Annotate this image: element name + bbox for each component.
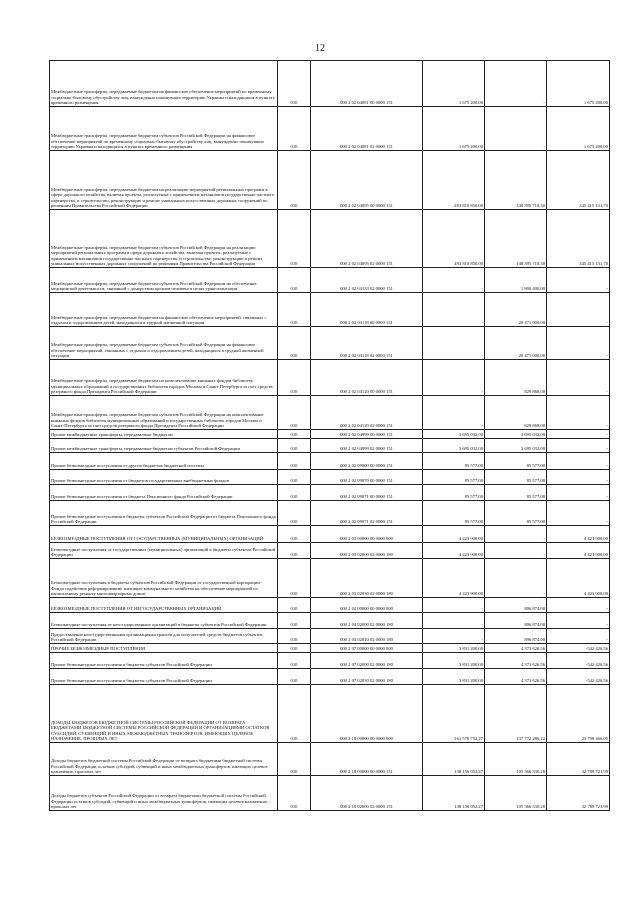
row-name <box>50 293 278 327</box>
table-row <box>50 559 610 598</box>
row-name <box>50 268 278 293</box>
row-executed-amount: 105 366 330,28 <box>485 743 547 776</box>
row-executed-amount: - <box>485 559 547 598</box>
row-code: 010 <box>278 743 311 776</box>
row-executed-amount: 20 471 000,00 <box>485 327 547 360</box>
row-name <box>50 543 278 559</box>
row-executed-amount: - <box>485 526 547 543</box>
row-approved-amount: - <box>423 360 485 396</box>
row-unexecuted-amount: 4 423 900,00 <box>547 526 610 543</box>
row-name-text: Прочие безвозмездные поступления в бюджеты субъектов Российской Федерации <box>51 662 212 668</box>
row-approved-amount: - <box>423 268 485 293</box>
row-executed-amount: 896 874,00 <box>485 598 547 613</box>
row-name-text: Межбюджетные трансферты, передаваемые бюджетам на реализацию мероприятий региональных программ в сфере дорожного хозяйства, включая проекты, реализуемые с применением механизмов государственно-частного партнерства, и строительство, реконструкцию и ремонт уникальных искусственных дорожных сооружений по решениям Правительства Российской Федерации <box>51 186 275 209</box>
row-unexecuted-amount: 345 415 131,70 <box>547 151 610 210</box>
row-kbk-code: 000 2 02 04095 00 0000 151 <box>311 151 423 210</box>
row-name <box>50 430 278 439</box>
row-name-text: Межбюджетные трансферты, передаваемые бюджетам субъектов Российской Федерации на финансовое обеспечение мероприятий по временному социально-бытовому обустройству лиц, вынужденно покинувших территорию Украины и находящихся в пунктах временного размещения <box>51 133 265 150</box>
row-code: 010 <box>278 360 311 396</box>
row-kbk-code: 000 2 04 00000 00 0000 000 <box>311 598 423 613</box>
row-kbk-code: 000 2 02 04999 00 0000 151 <box>311 430 423 439</box>
row-unexecuted-amount: 1 675 200,00 <box>547 107 610 151</box>
row-approved-amount: 4 423 900,00 <box>423 543 485 559</box>
row-name <box>50 629 278 644</box>
table-row <box>50 453 610 470</box>
row-unexecuted-amount: - <box>547 430 610 439</box>
row-code: 010 <box>278 543 311 559</box>
row-unexecuted-amount: - <box>547 613 610 629</box>
row-code: 010 <box>278 776 311 811</box>
row-approved-amount: - <box>423 598 485 613</box>
row-kbk-code: 000 2 02 04120 00 0000 151 <box>311 360 423 396</box>
row-approved-amount: 3 695 032,00 <box>423 430 485 439</box>
row-kbk-code: 000 2 07 00000 00 0000 000 <box>311 644 423 653</box>
table-row <box>50 613 610 629</box>
table-row <box>50 439 610 453</box>
row-code: 010 <box>278 439 311 453</box>
row-name <box>50 685 278 743</box>
row-name-text: Прочие безвозмездные поступления от других бюджетов бюджетной системы <box>51 463 204 469</box>
row-name-text: ПРОЧИЕ БЕЗВОЗМЕЗДНЫЕ ПОСТУПЛЕНИЯ <box>51 646 146 652</box>
table-row <box>50 396 610 430</box>
row-name <box>50 360 278 396</box>
row-unexecuted-amount: - <box>547 485 610 501</box>
row-approved-amount: - <box>423 396 485 430</box>
row-kbk-code: 000 2 02 04120 02 0000 151 <box>311 396 423 430</box>
row-name-text: Межбюджетные трансферты, передаваемые бюджетам на финансовое обеспечение мероприятий по временному социально-бытовому обустройству лиц, вынужденно покинувших территорию Украины и находящихся в пунктах временного размещения <box>51 89 275 106</box>
row-executed-amount: 829 868,00 <box>485 396 547 430</box>
row-name-text: БЕЗВОЗМЕЗДНЫЕ ПОСТУПЛЕНИЯ ОТ НЕГОСУДАРСТВЕННЫХ ОРГАНИЗАЦИЙ <box>51 606 222 612</box>
row-executed-amount: - <box>485 61 547 107</box>
row-unexecuted-amount: 32 789 721,99 <box>547 776 610 811</box>
row-executed-amount: 3 695 032,00 <box>485 439 547 453</box>
row-unexecuted-amount: 1 675 200,00 <box>547 61 610 107</box>
row-kbk-code: 000 2 02 09071 02 0000 151 <box>311 501 423 526</box>
row-code: 010 <box>278 559 311 598</box>
row-unexecuted-amount: - <box>547 453 610 470</box>
table-row <box>50 293 610 327</box>
row-approved-amount: 85 577,00 <box>423 470 485 485</box>
row-name-text: ДОХОДЫ БЮДЖЕТОВ БЮДЖЕТНОЙ СИСТЕМЫ РОССИЙСКОЙ ФЕДЕРАЦИИ ОТ ВОЗВРАТА БЮДЖЕТАМИ БЮДЖЕТНОЙ СИСТЕМЫ РОССИЙСКОЙ ФЕДЕРАЦИИ И ОРГАНИЗАЦИЯМИ ОСТАТКОВ СУБСИДИЙ, СУБВЕНЦИЙ И ИНЫХ МЕЖБЮДЖЕТНЫХ ТРАНСФЕРТОВ, ИМЕЮЩИХ ЦЕЛЕВОЕ НАЗНАЧЕНИЕ, ПРОШЛЫХ ЛЕТ <box>51 719 270 742</box>
row-name-text: Доходы бюджетов субъектов Российской Федерации от возврата бюджетами бюджетной системы Российской Федерации остатков субсидий, субвенций и иных межбюджетных трансфертов, имеющих целевое назначение, прошлых лет <box>51 793 269 810</box>
row-code: 010 <box>278 268 311 293</box>
table-row <box>50 526 610 543</box>
table-row <box>50 669 610 685</box>
row-name <box>50 61 278 107</box>
row-approved-amount: - <box>423 293 485 327</box>
row-name <box>50 644 278 653</box>
row-approved-amount: 493 810 850,00 <box>423 151 485 210</box>
row-executed-amount: 4 373 626,56 <box>485 644 547 653</box>
row-approved-amount: 3 831 200,00 <box>423 644 485 653</box>
row-name <box>50 453 278 470</box>
row-executed-amount: 85 577,00 <box>485 485 547 501</box>
row-approved-amount: 85 577,00 <box>423 501 485 526</box>
row-code: 010 <box>278 598 311 613</box>
row-code: 010 <box>278 61 311 107</box>
row-kbk-code: 000 2 02 09000 00 0000 151 <box>311 453 423 470</box>
row-name <box>50 210 278 268</box>
row-executed-amount: 896 874,00 <box>485 629 547 644</box>
row-kbk-code: 000 2 02 04133 02 0000 151 <box>311 268 423 293</box>
row-unexecuted-amount: -542 426,56 <box>547 669 610 685</box>
row-name-text: Межбюджетные трансферты, передаваемые бюджетам на финансовое обеспечение мероприятий, связанных с отдыхом и оздоровлением детей, находящихся в трудной жизненной ситуации <box>51 314 267 326</box>
row-executed-amount: 3 695 032,00 <box>485 430 547 439</box>
row-approved-amount: 161 570 752,27 <box>423 685 485 743</box>
row-approved-amount: 493 810 850,00 <box>423 210 485 268</box>
row-approved-amount: 3 695 032,00 <box>423 439 485 453</box>
table-row <box>50 644 610 653</box>
table-row <box>50 598 610 613</box>
row-name <box>50 653 278 669</box>
row-approved-amount: 85 577,00 <box>423 453 485 470</box>
row-approved-amount: 3 831 200,00 <box>423 669 485 685</box>
table-row <box>50 61 610 107</box>
row-name-text: Безвозмездные поступления от государственных (муниципальных) организаций в бюджеты субъектов Российской Федерации <box>51 546 276 558</box>
row-approved-amount: - <box>423 629 485 644</box>
row-name <box>50 669 278 685</box>
row-kbk-code: 000 2 18 02000 02 0000 151 <box>311 776 423 811</box>
table-row <box>50 743 610 776</box>
row-code: 010 <box>278 629 311 644</box>
row-executed-amount: 148 395 718,30 <box>485 151 547 210</box>
row-name <box>50 776 278 811</box>
row-code: 010 <box>278 485 311 501</box>
row-name-text: Межбюджетные трансферты, передаваемые бюджетам субъектов Российской Федерации на комплектование книжных фондов библиотек муниципальных образований и государственных библиотек городов Москвы и Санкт-Петербурга за счет средств резервного фонда Президента Российской Федерации <box>51 412 264 429</box>
row-code: 010 <box>278 293 311 327</box>
row-name <box>50 613 278 629</box>
table-row <box>50 685 610 743</box>
row-unexecuted-amount: - <box>547 360 610 396</box>
row-kbk-code: 000 2 02 04095 02 0000 151 <box>311 210 423 268</box>
row-kbk-code: 000 2 02 04999 02 0000 151 <box>311 439 423 453</box>
row-code: 010 <box>278 470 311 485</box>
row-name-text: Безвозмездные поступления в бюджеты субъектов Российской Федерации от государственной корпорации - Фонда содействия реформированию жилищно-коммунального хозяйства на обеспечение мероприятий по капитальному ремонту многоквартирных домов <box>51 580 263 597</box>
row-name <box>50 501 278 526</box>
row-name-text: Безвозмездные поступления от негосударственных организаций в бюджеты субъектов Российской Федерации <box>51 622 267 628</box>
row-name <box>50 526 278 543</box>
row-executed-amount: 20 471 000,00 <box>485 293 547 327</box>
row-approved-amount: - <box>423 613 485 629</box>
row-code: 010 <box>278 526 311 543</box>
revenue-table-body <box>50 61 610 811</box>
row-approved-amount: 138 156 052,27 <box>423 776 485 811</box>
row-code: 010 <box>278 501 311 526</box>
row-name-text: Межбюджетные трансферты, передаваемые бюджетам субъектов Российской Федерации на обеспечение медицинской деятельности, связанной с донорством органов человека в целях трансплантации <box>51 280 257 292</box>
row-name-text: Предоставление негосударственными организациями грантов для получателей средств бюджетов субъектов Российской Федерации <box>51 631 263 643</box>
row-approved-amount: 4 423 900,00 <box>423 559 485 598</box>
table-row <box>50 107 610 151</box>
row-approved-amount: 138 156 052,27 <box>423 743 485 776</box>
row-executed-amount: 85 577,00 <box>485 453 547 470</box>
row-approved-amount: - <box>423 327 485 360</box>
row-name-text: Межбюджетные трансферты, передаваемые бюджетам субъектов Российской Федерации на реализацию мероприятий региональных программ в сфере дорожного хозяйства, включая проекты, реализуемые с применением механизмов государственно-частного партнерства, и строительство, реконструкцию и ремонт уникальных искусственных дорожных сооружений по решениям Правительства Российской Федерации <box>51 244 263 267</box>
row-unexecuted-amount: 4 423 900,00 <box>547 559 610 598</box>
row-code: 010 <box>278 653 311 669</box>
row-kbk-code: 000 2 18 00000 00 0000 000 <box>311 685 423 743</box>
row-kbk-code: 000 2 03 00000 00 0000 000 <box>311 526 423 543</box>
table-row <box>50 653 610 669</box>
row-name <box>50 598 278 613</box>
row-code: 010 <box>278 396 311 430</box>
row-executed-amount: 148 395 718,30 <box>485 210 547 268</box>
row-unexecuted-amount: 23 798 466,05 <box>547 685 610 743</box>
row-kbk-code: 000 2 02 09071 00 0000 151 <box>311 485 423 501</box>
row-executed-amount: 4 373 626,56 <box>485 653 547 669</box>
table-row <box>50 268 610 293</box>
row-unexecuted-amount: - <box>547 293 610 327</box>
row-unexecuted-amount: - <box>547 327 610 360</box>
row-name <box>50 396 278 430</box>
row-executed-amount: 85 577,00 <box>485 470 547 485</box>
row-kbk-code: 000 2 04 02010 02 0000 180 <box>311 629 423 644</box>
row-name <box>50 470 278 485</box>
row-name <box>50 439 278 453</box>
row-executed-amount: 1 800 400,00 <box>485 268 547 293</box>
row-name <box>50 327 278 360</box>
row-executed-amount: 896 874,00 <box>485 613 547 629</box>
row-approved-amount: 85 577,00 <box>423 485 485 501</box>
row-name-text: Прочие межбюджетные трансферты, передаваемые бюджетам <box>51 432 173 438</box>
row-name-text: БЕЗВОЗМЕЗДНЫЕ ПОСТУПЛЕНИЯ ОТ ГОСУДАРСТВЕННЫХ (МУНИЦИПАЛЬНЫХ) ОРГАНИЗАЦИЙ <box>51 536 264 542</box>
row-kbk-code: 000 2 07 02000 02 0000 180 <box>311 653 423 669</box>
row-code: 010 <box>278 685 311 743</box>
row-name <box>50 559 278 598</box>
row-kbk-code: 000 2 02 04081 02 0000 151 <box>311 107 423 151</box>
table-row <box>50 151 610 210</box>
row-kbk-code: 000 2 03 02000 02 0000 180 <box>311 543 423 559</box>
row-unexecuted-amount: 4 423 900,00 <box>547 543 610 559</box>
row-unexecuted-amount: - <box>547 501 610 526</box>
row-executed-amount: - <box>485 107 547 151</box>
row-name <box>50 107 278 151</box>
row-kbk-code: 000 2 07 02030 02 0000 180 <box>311 669 423 685</box>
row-code: 010 <box>278 613 311 629</box>
row-approved-amount: 1 675 200,00 <box>423 107 485 151</box>
row-unexecuted-amount: -542 426,56 <box>547 644 610 653</box>
row-name-text: Прочие межбюджетные трансферты, передаваемые бюджетам субъектов Российской Федерации <box>51 446 240 452</box>
table-row <box>50 501 610 526</box>
table-row <box>50 470 610 485</box>
row-name-text: Прочие безвозмездные поступления от бюджетов государственных внебюджетных фондов <box>51 478 229 484</box>
row-name-text: Прочие безвозмездные поступления в бюджеты субъектов Российской Федерации от бюджета Пенсионного фонда Российской Федерации <box>51 513 276 525</box>
row-unexecuted-amount: - <box>547 598 610 613</box>
table-row <box>50 360 610 396</box>
row-name <box>50 743 278 776</box>
row-unexecuted-amount: -542 426,56 <box>547 653 610 669</box>
row-kbk-code: 000 2 02 04118 02 0000 151 <box>311 327 423 360</box>
table-row <box>50 327 610 360</box>
row-code: 010 <box>278 107 311 151</box>
row-unexecuted-amount: - <box>547 470 610 485</box>
row-kbk-code: 000 2 03 02030 02 0000 180 <box>311 559 423 598</box>
row-code: 010 <box>278 453 311 470</box>
revenue-table <box>49 60 610 811</box>
table-row <box>50 210 610 268</box>
table-row <box>50 430 610 439</box>
row-executed-amount: 85 577,00 <box>485 501 547 526</box>
row-kbk-code: 000 2 02 04118 00 0000 151 <box>311 293 423 327</box>
row-executed-amount: 829 868,00 <box>485 360 547 396</box>
row-code: 010 <box>278 327 311 360</box>
row-unexecuted-amount: - <box>547 439 610 453</box>
row-code: 010 <box>278 669 311 685</box>
row-approved-amount: 1 675 200,00 <box>423 61 485 107</box>
row-code: 010 <box>278 151 311 210</box>
row-kbk-code: 000 2 02 04081 00 0000 151 <box>311 61 423 107</box>
row-executed-amount: 137 772 286,22 <box>485 685 547 743</box>
row-name <box>50 151 278 210</box>
row-executed-amount: 4 373 626,56 <box>485 669 547 685</box>
row-unexecuted-amount: 32 789 721,99 <box>547 743 610 776</box>
row-name-text: Межбюджетные трансферты, передаваемые бюджетам субъектов Российской Федерации на финансовое обеспечение мероприятий, связанных с отдыхом и оздоровлением детей, находящихся в трудной жизненной ситуации <box>51 342 264 359</box>
row-name <box>50 485 278 501</box>
row-executed-amount: - <box>485 543 547 559</box>
table-row <box>50 629 610 644</box>
row-unexecuted-amount: - <box>547 268 610 293</box>
row-code: 010 <box>278 644 311 653</box>
row-approved-amount: 4 423 900,00 <box>423 526 485 543</box>
row-unexecuted-amount: - <box>547 396 610 430</box>
row-name-text: Прочие безвозмездные поступления от бюджета Пенсионного фонда Российской Федерации <box>51 494 233 500</box>
row-executed-amount: 105 366 330,28 <box>485 776 547 811</box>
row-code: 010 <box>278 430 311 439</box>
row-name-text: Прочие безвозмездные поступления в бюджеты субъектов Российской Федерации <box>51 678 212 684</box>
table-row <box>50 485 610 501</box>
page-number: 12 <box>315 43 325 54</box>
row-unexecuted-amount: - <box>547 629 610 644</box>
row-kbk-code: 000 2 04 02000 02 0000 180 <box>311 613 423 629</box>
row-approved-amount: 3 831 200,00 <box>423 653 485 669</box>
row-unexecuted-amount: 345 415 131,70 <box>547 210 610 268</box>
row-name-text: Доходы бюджетов бюджетной системы Российской Федерации от возврата бюджетами бюджетной системы Российской Федерации остатков субсидий, субвенций и иных межбюджетных трансфертов, имеющих целевое назначение, прошлых лет <box>51 758 268 775</box>
row-name-text: Межбюджетные трансферты, передаваемые бюджетам на комплектование книжных фондов библиотек муниципальных образований и государственных библиотек городов Москвы и Санкт-Петербурга за счет средств резервного фонда Президента Российской Федерации <box>51 378 273 395</box>
row-code: 010 <box>278 210 311 268</box>
table-row <box>50 776 610 811</box>
row-kbk-code: 000 2 18 00000 00 0000 151 <box>311 743 423 776</box>
row-kbk-code: 000 2 02 09070 00 0000 151 <box>311 470 423 485</box>
table-row <box>50 543 610 559</box>
